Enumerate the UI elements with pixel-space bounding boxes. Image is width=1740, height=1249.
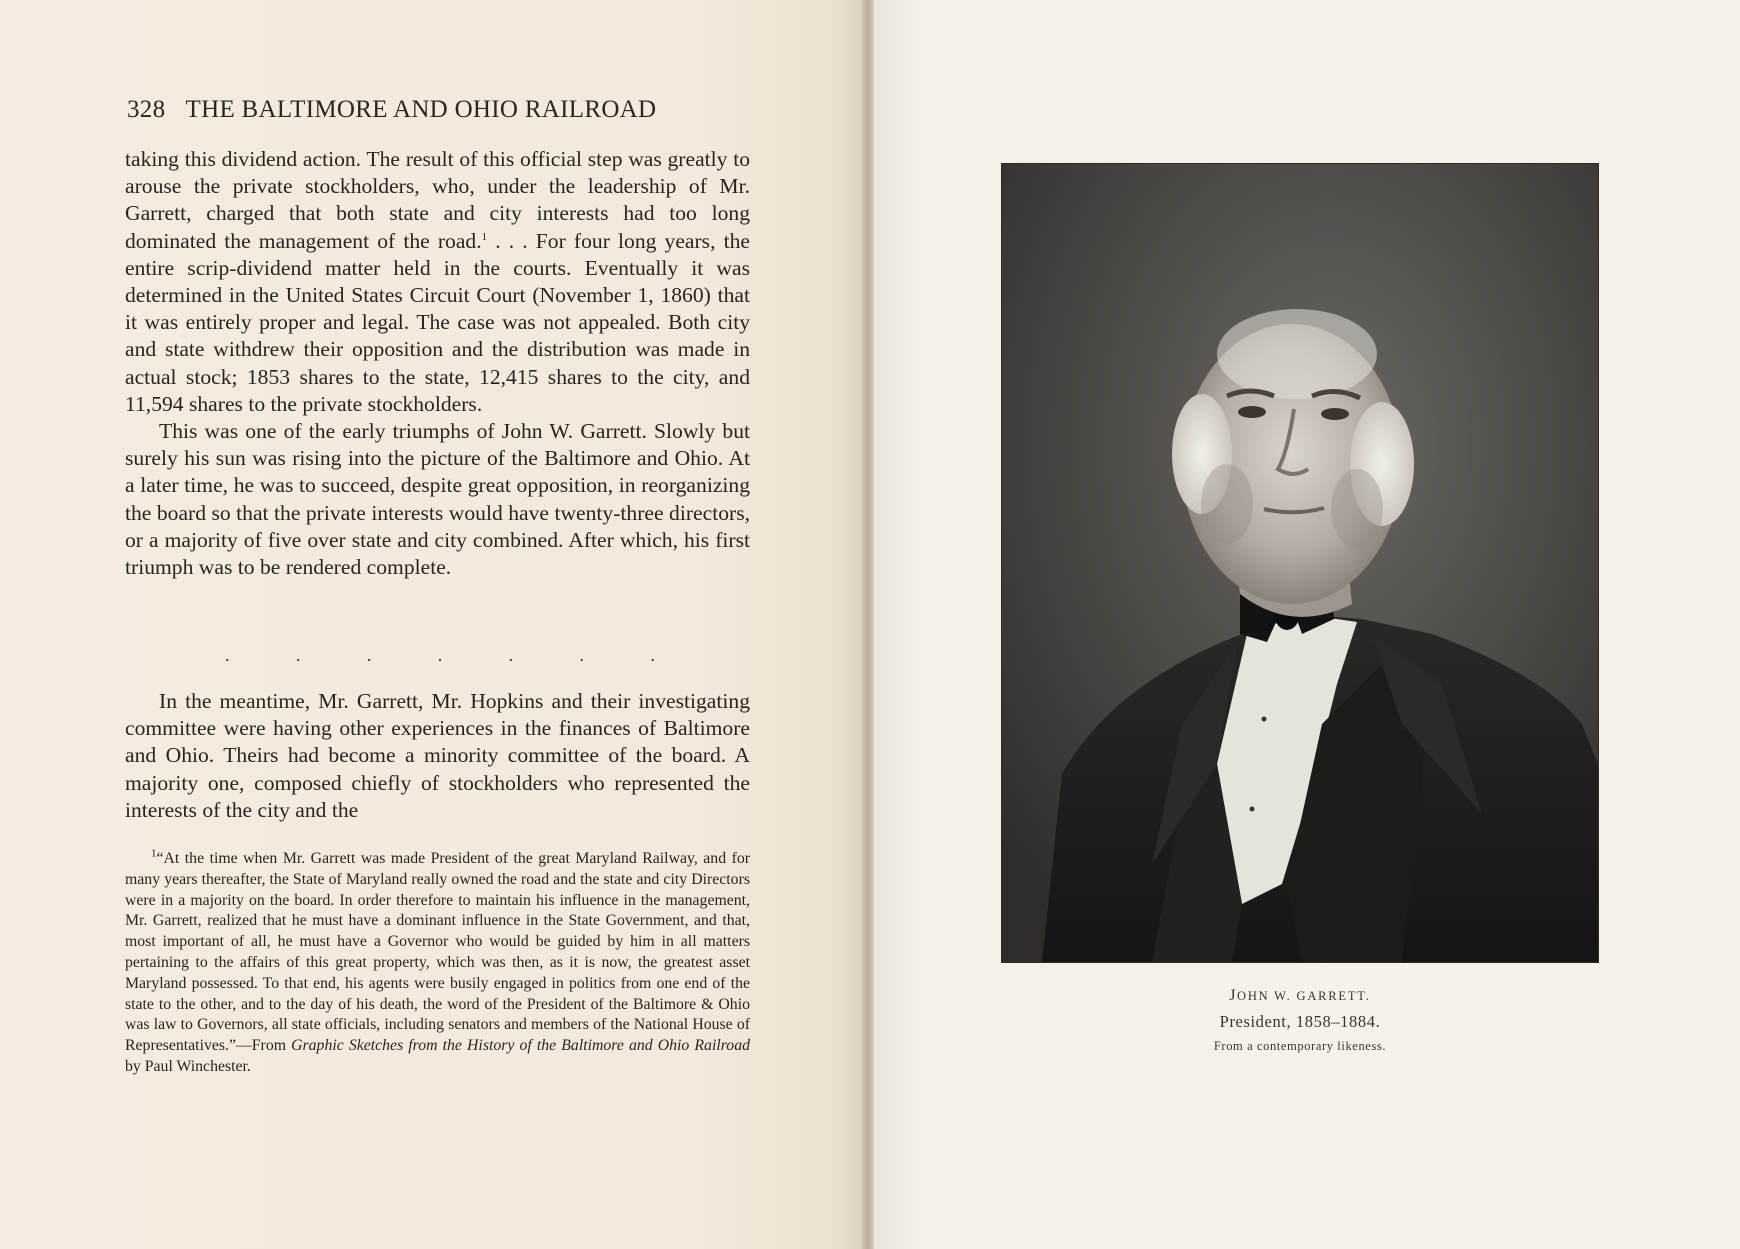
caption-name: JOHN W. GARRETT. <box>1229 987 1371 1004</box>
left-page <box>0 0 868 1249</box>
section-break-dot: . <box>437 645 443 665</box>
page-number: 328 <box>127 96 166 123</box>
paragraph-3: In the meantime, Mr. Garrett, Mr. Hopkins and their investigating committee were having other experiences in the finances of Baltimore and Ohio. Theirs had become a minority committee of the board. A majority one, composed chiefly of stockholders who represented the interests of the city and the <box>125 689 750 822</box>
footnote-reference: 1 <box>481 230 488 243</box>
paragraph-1 <box>125 146 750 418</box>
footnote <box>125 849 750 1078</box>
section-break-dot: . <box>295 645 301 665</box>
section-break-dot: . <box>508 645 514 665</box>
caption-role: President, 1858–1884. <box>1219 1012 1381 1031</box>
running-head-title: THE BALTIMORE AND OHIO RAILROAD <box>185 96 657 123</box>
portrait-caption <box>1100 984 1500 1056</box>
section-break-dot: . <box>579 645 585 665</box>
paragraph-1-text: taking this dividend action. The result of this official step was greatly to arouse the private stockholders, who, under the leadership of Mr. Garrett, charged that both state and city interests had too long dominated the management of the road. <box>125 147 750 253</box>
portrait-image <box>1002 164 1598 962</box>
paragraph-2: This was one of the early triumphs of John W. Garrett. Slowly but surely his sun was rising into the picture of the Baltimore and Ohio. At a later time, he was to succeed, despite great opposition, in reorganizing the board so that the private interests would have twenty-three directors, or a majority of five over state and city combined. After which, his first triumph was to be rendered complete. <box>125 419 750 580</box>
body-text <box>125 146 750 581</box>
footnote-mark: 1 <box>151 847 157 860</box>
section-break-dot: . <box>650 645 655 665</box>
section-break-dot: . <box>366 645 372 665</box>
paragraph-1-continued: . . . For four long years, the entire scrip-dividend matter held in the courts. Eventually it was determined in the United States Circuit Court (November 1, 1860) that it was entirely proper and legal. The case was not appealed. Both city and state withdrew their opposition and the distribution was made in actual stock; 1853 shares to the state, 12,415 shares to the city, and 11,594 shares to the private stockholders. <box>125 228 750 416</box>
footnote-source-author: by Paul Winchester. <box>125 1057 251 1075</box>
section-break <box>225 645 655 666</box>
running-head <box>127 96 747 124</box>
body-text-after-break <box>125 688 750 824</box>
footnote-quote: “At the time when Mr. Garrett was made President of the great Maryland Railway, and for many years thereafter, the State of Maryland really owned the road and the state and city Directors were in a majority on the board. In order therefore to maintain his influence in the management, Mr. Garrett, realized that he must have a dominant influence in the State Government, and that, most important of all, he must have a Governor who would be guided by him in all matters pertaining to the affairs of this great property, which was then, as it is now, the greatest asset Maryland possessed. To that end, his agents were busily engaged in politics from one end of the state to the other, and to the day of his death, the word of the President of the Baltimore & Ohio was law to Governors, all state officials, including senators and members of the National House of Representatives.”—From <box>125 850 750 1055</box>
portrait-plate <box>1002 164 1598 962</box>
footnote-text <box>125 849 750 1078</box>
caption-source: From a contemporary likeness. <box>1213 1039 1387 1053</box>
section-break-dot: . <box>225 645 230 665</box>
footnote-source-title: Graphic Sketches from the History of the Baltimore and Ohio Railroad <box>291 1037 750 1055</box>
